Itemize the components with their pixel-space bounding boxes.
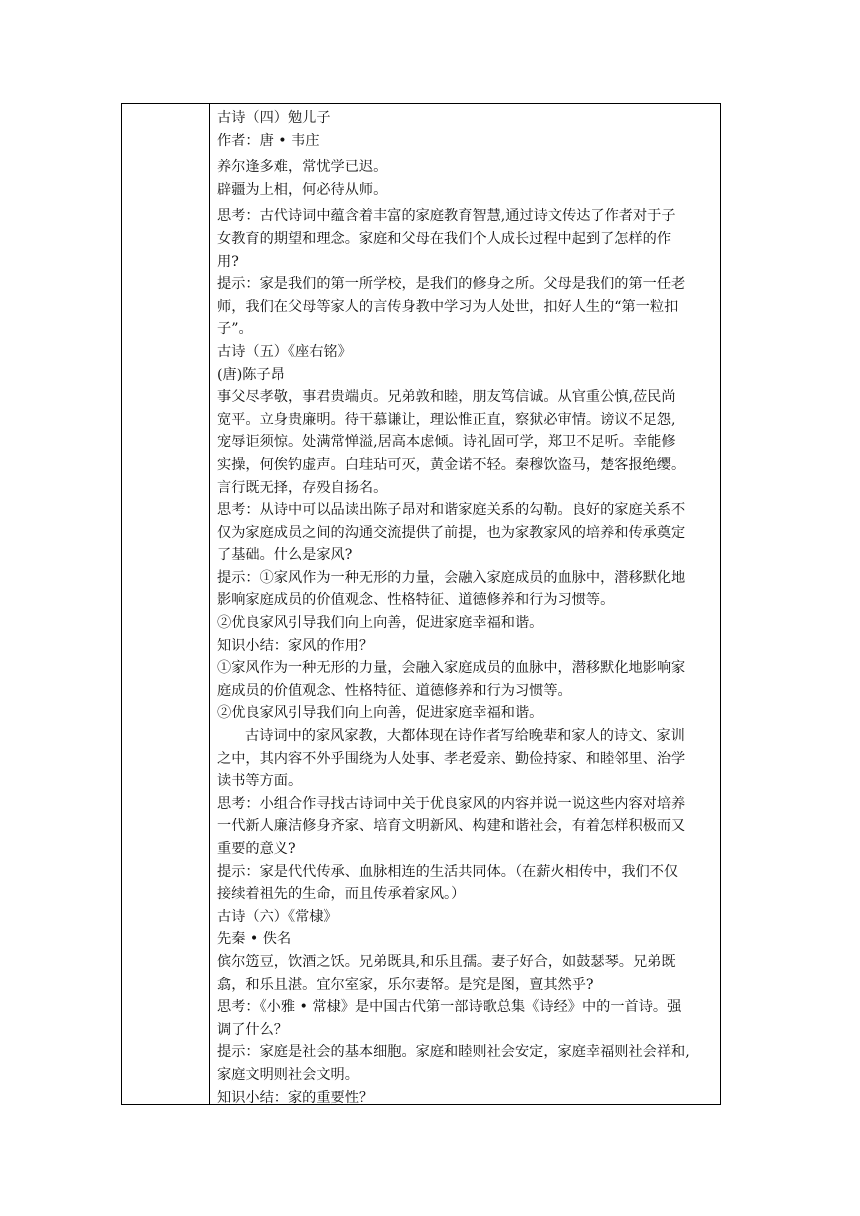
summary-text: 庭成员的价值观念、性格特征、道德修养和行为习惯等。 — [217, 682, 572, 699]
poem-line: 实操，何俟钓虚声。白珪玷可灭，黄金诺不轻。秦穆饮盗马，楚客报绝缨。 — [217, 456, 686, 473]
poem-line: 傧尔笾豆，饮酒之饫。兄弟既具,和乐且孺。妻子好合，如鼓瑟琴。兄弟既 — [217, 953, 676, 970]
question-text: 女教育的期望和理念。家庭和父母在我们个人成长过程中起到了怎样的作 — [217, 230, 672, 247]
poem-line: 翕，和乐且湛。宜尔室家，乐尔妻帑。是究是图，亶其然乎? — [217, 976, 594, 993]
summary-heading: 知识小结：家的重要性？ — [217, 1089, 374, 1106]
poem-line: 辟疆为上相，何必待从师。 — [217, 181, 388, 198]
poem-line: 事父尽孝敬，事君贵端贞。兄弟敦和睦，朋友笃信诚。从官重公慎,莅民尚 — [217, 389, 676, 406]
hint-text: 子”。 — [217, 321, 253, 338]
poem-title: 古诗（四）勉儿子 — [217, 110, 331, 126]
poem-author: (唐)陈子昂 — [217, 366, 285, 383]
question-text: 思考：小组合作寻找古诗词中关于优良家风的内容并说一说这些内容对培养 — [217, 795, 686, 812]
poem-line: 宠辱讵须惊。处满常惮溢,居高本虑倾。诗礼固可学，郑卫不足听。幸能修 — [217, 434, 676, 451]
question-text: 用? — [217, 253, 239, 270]
hint-text: 提示：①家风作为一种无形的力量，会融入家庭成员的血脉中，潜移默化地 — [217, 569, 686, 586]
question-text: 思考：从诗中可以品读出陈子昂对和谐家庭关系的勾勒。良好的家庭关系不 — [217, 502, 686, 519]
question-text: 思考：古代诗词中蕴含着丰富的家庭教育智慧,通过诗文传达了作者对于子 — [217, 208, 676, 225]
poem-line: 言行既无择，存殁自扬名。 — [217, 479, 388, 496]
question-text: 仅为家庭成员之间的沟通交流提供了前提，也为家教家风的培养和传承奠定 — [217, 524, 686, 541]
hint-text: 提示：家是我们的第一所学校，是我们的修身之所。父母是我们的第一任老 — [217, 276, 686, 293]
question-text: 一代新人廉洁修身齐家、培育文明新风、构建和谐社会，有着怎样积极而又 — [217, 818, 686, 835]
poem-author: 先秦 • 佚名 — [217, 931, 292, 948]
hint-text: 接续着祖先的生命，而且传承着家风。） — [217, 886, 466, 903]
hint-text: 家庭文明则社会文明。 — [217, 1066, 359, 1083]
question-text: 重要的意义? — [217, 841, 296, 857]
poem-line: 养尔逢多难，常忧学已迟。 — [217, 159, 388, 176]
hint-text: 师，我们在父母等家人的言传身教中学习为人处世，扣好人生的“第一粒扣 — [217, 298, 679, 315]
question-text: 思考：《小雅 • 常棣》是中国古代第一部诗歌总集《诗经》中的一首诗。强 — [217, 999, 682, 1016]
hint-text: 提示：家庭是社会的基本细胞。家庭和睦则社会安定，家庭幸福则社会祥和, — [217, 1044, 690, 1061]
lesson-table — [121, 103, 721, 1105]
summary-text: ②优良家风引导我们向上向善，促进家庭幸福和谐。 — [217, 705, 544, 722]
left-column-cell — [122, 104, 210, 1104]
paragraph-text: 古诗词中的家风家教，大都体现在诗作者写给晚辈和家人的诗文、家训 — [245, 728, 685, 745]
summary-heading: 知识小结：家风的作用？ — [217, 637, 374, 654]
hint-text: 提示：家是代代传承、血脉相连的生活共同体。（在薪火相传中，我们不仅 — [217, 863, 679, 880]
poem-title: 古诗（五）《座右铭》 — [217, 343, 352, 360]
poem-line: 宽平。立身贵廉明。待干慕谦让，理讼惟正直，察狱必审情。谤议不足怨, — [217, 411, 676, 428]
hint-text: 影响家庭成员的价值观念、性格特征、道德修养和行为习惯等。 — [217, 592, 615, 609]
summary-text: ①家风作为一种无形的力量，会融入家庭成员的血脉中，潜移默化地影响家 — [217, 660, 686, 677]
content-cell — [210, 104, 720, 1104]
paragraph-text: 之中，其内容不外乎围绕为人处事、孝老爱亲、勤俭持家、和睦邻里、治学 — [217, 750, 686, 767]
paragraph-text: 读书等方面。 — [217, 773, 303, 790]
question-text: 调了什么？ — [217, 1021, 288, 1038]
poem-title: 古诗（六）《常棣》 — [217, 908, 338, 925]
question-text: 了基础。什么是家风? — [217, 547, 353, 564]
hint-text: ②优良家风引导我们向上向善，促进家庭幸福和谐。 — [217, 615, 544, 632]
poem-author: 作者：唐 • 韦庄 — [217, 132, 320, 149]
